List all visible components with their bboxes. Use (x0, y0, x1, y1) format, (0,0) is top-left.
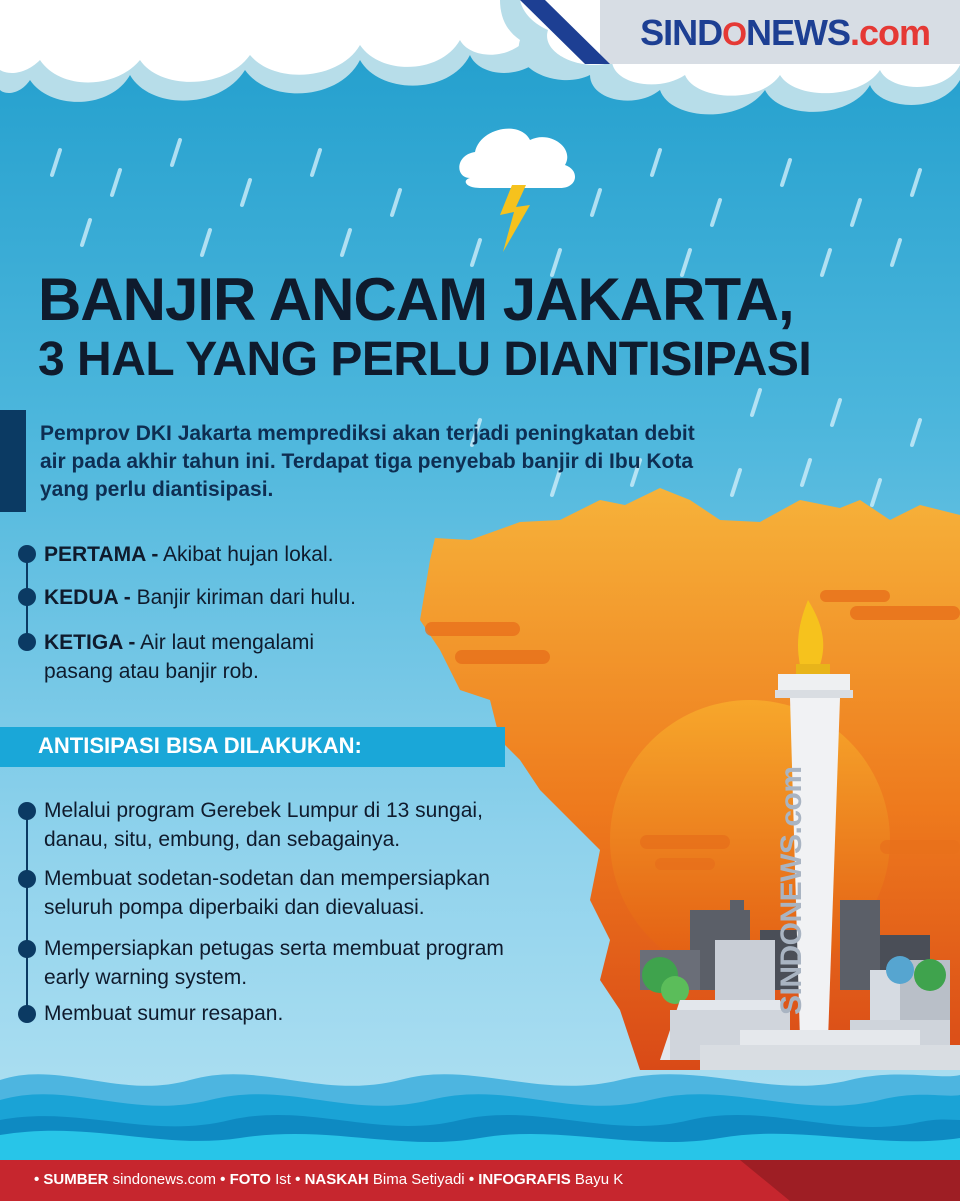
cause-text: Air laut mengalami pasang atau banjir rob. (44, 631, 314, 683)
credits-line (34, 1171, 623, 1188)
anticipation-item: Membuat sumur resapan. (44, 1002, 284, 1025)
storm-cloud (459, 129, 575, 252)
cause-item (44, 583, 514, 612)
bullet-icon (18, 870, 36, 888)
foto-value: Ist (275, 1171, 291, 1188)
bullet-icon (18, 588, 36, 606)
naskah-label: • NASKAH (295, 1171, 369, 1188)
infografis-value: Bayu K (574, 1171, 624, 1188)
sumber-value: sindonews.com (112, 1171, 216, 1188)
page-title: BANJIR ANCAM JAKARTA, (38, 266, 794, 333)
naskah-value: Bima Setiyadi (372, 1171, 465, 1188)
cause-item (44, 628, 374, 686)
bullet-icon (18, 802, 36, 820)
anticipation-heading: ANTISIPASI BISA DILAKUKAN: (38, 733, 362, 758)
infografis-label: • INFOGRAFIS (468, 1171, 571, 1188)
cause-item (44, 540, 514, 569)
bullet-icon (18, 1005, 36, 1023)
bullet-icon (18, 545, 36, 563)
intro-accent-bar (0, 410, 26, 512)
page-subtitle: 3 HAL YANG PERLU DIANTISIPASI (38, 333, 812, 386)
cause-label: PERTAMA - (44, 543, 159, 566)
bullet-icon (18, 940, 36, 958)
anticipation-item: Mempersiapkan petugas serta membuat program early warning system. (44, 937, 504, 989)
bullet-icon (18, 633, 36, 651)
anticipation-item: Membuat sodetan-sodetan dan mempersiapkan seluruh pompa diperbaiki dan dievaluasi. (44, 867, 490, 919)
anticipation-connector-line (26, 812, 28, 1012)
cause-label: KETIGA - (44, 631, 136, 654)
intro-paragraph: Pemprov DKI Jakarta memprediksi akan terjadi peningkatan debit air pada akhir tahun ini. Terdapat tiga penyebab banjir di Ibu Kota yang perlu diantisipasi. (40, 422, 695, 501)
monument-watermark: SINDONEWS.com (775, 766, 808, 1015)
sindonews-logo: SINDONEWS.com (640, 12, 930, 53)
cause-label: KEDUA - (44, 586, 131, 609)
sumber-label: • SUMBER (34, 1171, 109, 1188)
cause-text: Banjir kiriman dari hulu. (136, 586, 356, 609)
cause-text: Akibat hujan lokal. (163, 543, 334, 566)
foto-label: • FOTO (220, 1171, 271, 1188)
anticipation-item: Melalui program Gerebek Lumpur di 13 sungai, danau, situ, embung, dan sebagainya. (44, 799, 483, 851)
